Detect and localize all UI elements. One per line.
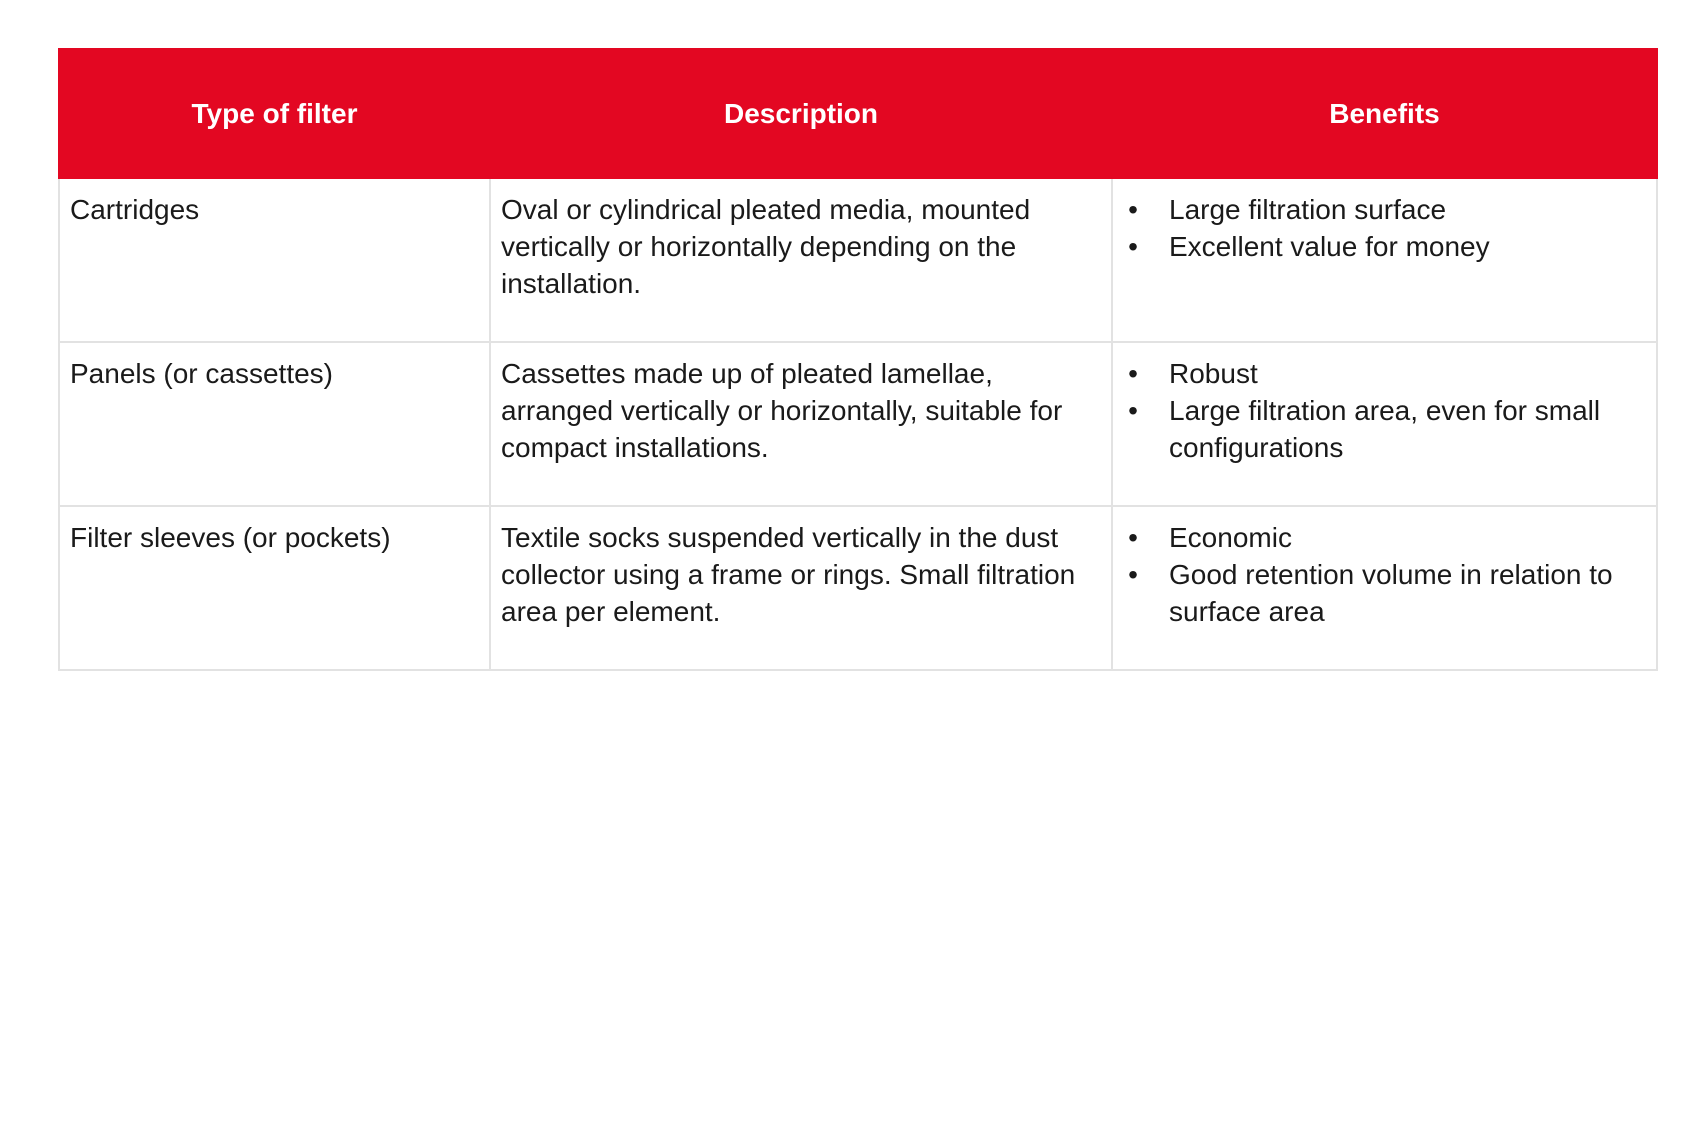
benefits-list xyxy=(1123,355,1644,466)
filter-type-cell: Filter sleeves (or pockets) xyxy=(59,506,490,670)
filter-comparison-table xyxy=(58,48,1658,671)
description-cell: Textile socks suspended vertically in the dust collector using a frame or rings. Small filtration area per element. xyxy=(490,506,1112,670)
table-row xyxy=(59,178,1657,342)
header-type-of-filter: Type of filter xyxy=(59,49,490,178)
filter-type-cell: Cartridges xyxy=(59,178,490,342)
benefit-item xyxy=(1123,556,1644,630)
benefit-text: Large filtration area, even for small configurations xyxy=(1169,395,1601,463)
benefit-text: Good retention volume in relation to surface area xyxy=(1169,559,1613,627)
benefit-text: Robust xyxy=(1169,358,1258,389)
header-benefits: Benefits xyxy=(1112,49,1657,178)
benefits-list xyxy=(1123,191,1644,265)
benefit-text: Economic xyxy=(1169,522,1292,553)
bullet-icon: • xyxy=(1128,395,1138,426)
benefit-item xyxy=(1123,228,1644,265)
description-cell: Cassettes made up of pleated lamellae, arranged vertically or horizontally, suitable for compact installations. xyxy=(490,342,1112,506)
bullet-icon: • xyxy=(1128,522,1138,553)
benefit-text: Excellent value for money xyxy=(1169,231,1490,262)
header-row xyxy=(59,49,1657,178)
table-row xyxy=(59,506,1657,670)
benefits-cell xyxy=(1112,342,1657,506)
table-body xyxy=(59,178,1657,670)
benefits-cell xyxy=(1112,506,1657,670)
bullet-icon: • xyxy=(1128,194,1138,225)
bullet-icon: • xyxy=(1128,559,1138,590)
header-description: Description xyxy=(490,49,1112,178)
bullet-icon: • xyxy=(1128,358,1138,389)
table-header xyxy=(59,49,1657,178)
benefits-list xyxy=(1123,519,1644,630)
bullet-icon: • xyxy=(1128,231,1138,262)
description-cell: Oval or cylindrical pleated media, mounted vertically or horizontally depending on the installation. xyxy=(490,178,1112,342)
benefit-item xyxy=(1123,355,1644,392)
table-row xyxy=(59,342,1657,506)
filter-type-cell: Panels (or cassettes) xyxy=(59,342,490,506)
benefits-cell xyxy=(1112,178,1657,342)
benefit-item xyxy=(1123,191,1644,228)
benefit-text: Large filtration surface xyxy=(1169,194,1447,225)
benefit-item xyxy=(1123,392,1644,466)
benefit-item xyxy=(1123,519,1644,556)
